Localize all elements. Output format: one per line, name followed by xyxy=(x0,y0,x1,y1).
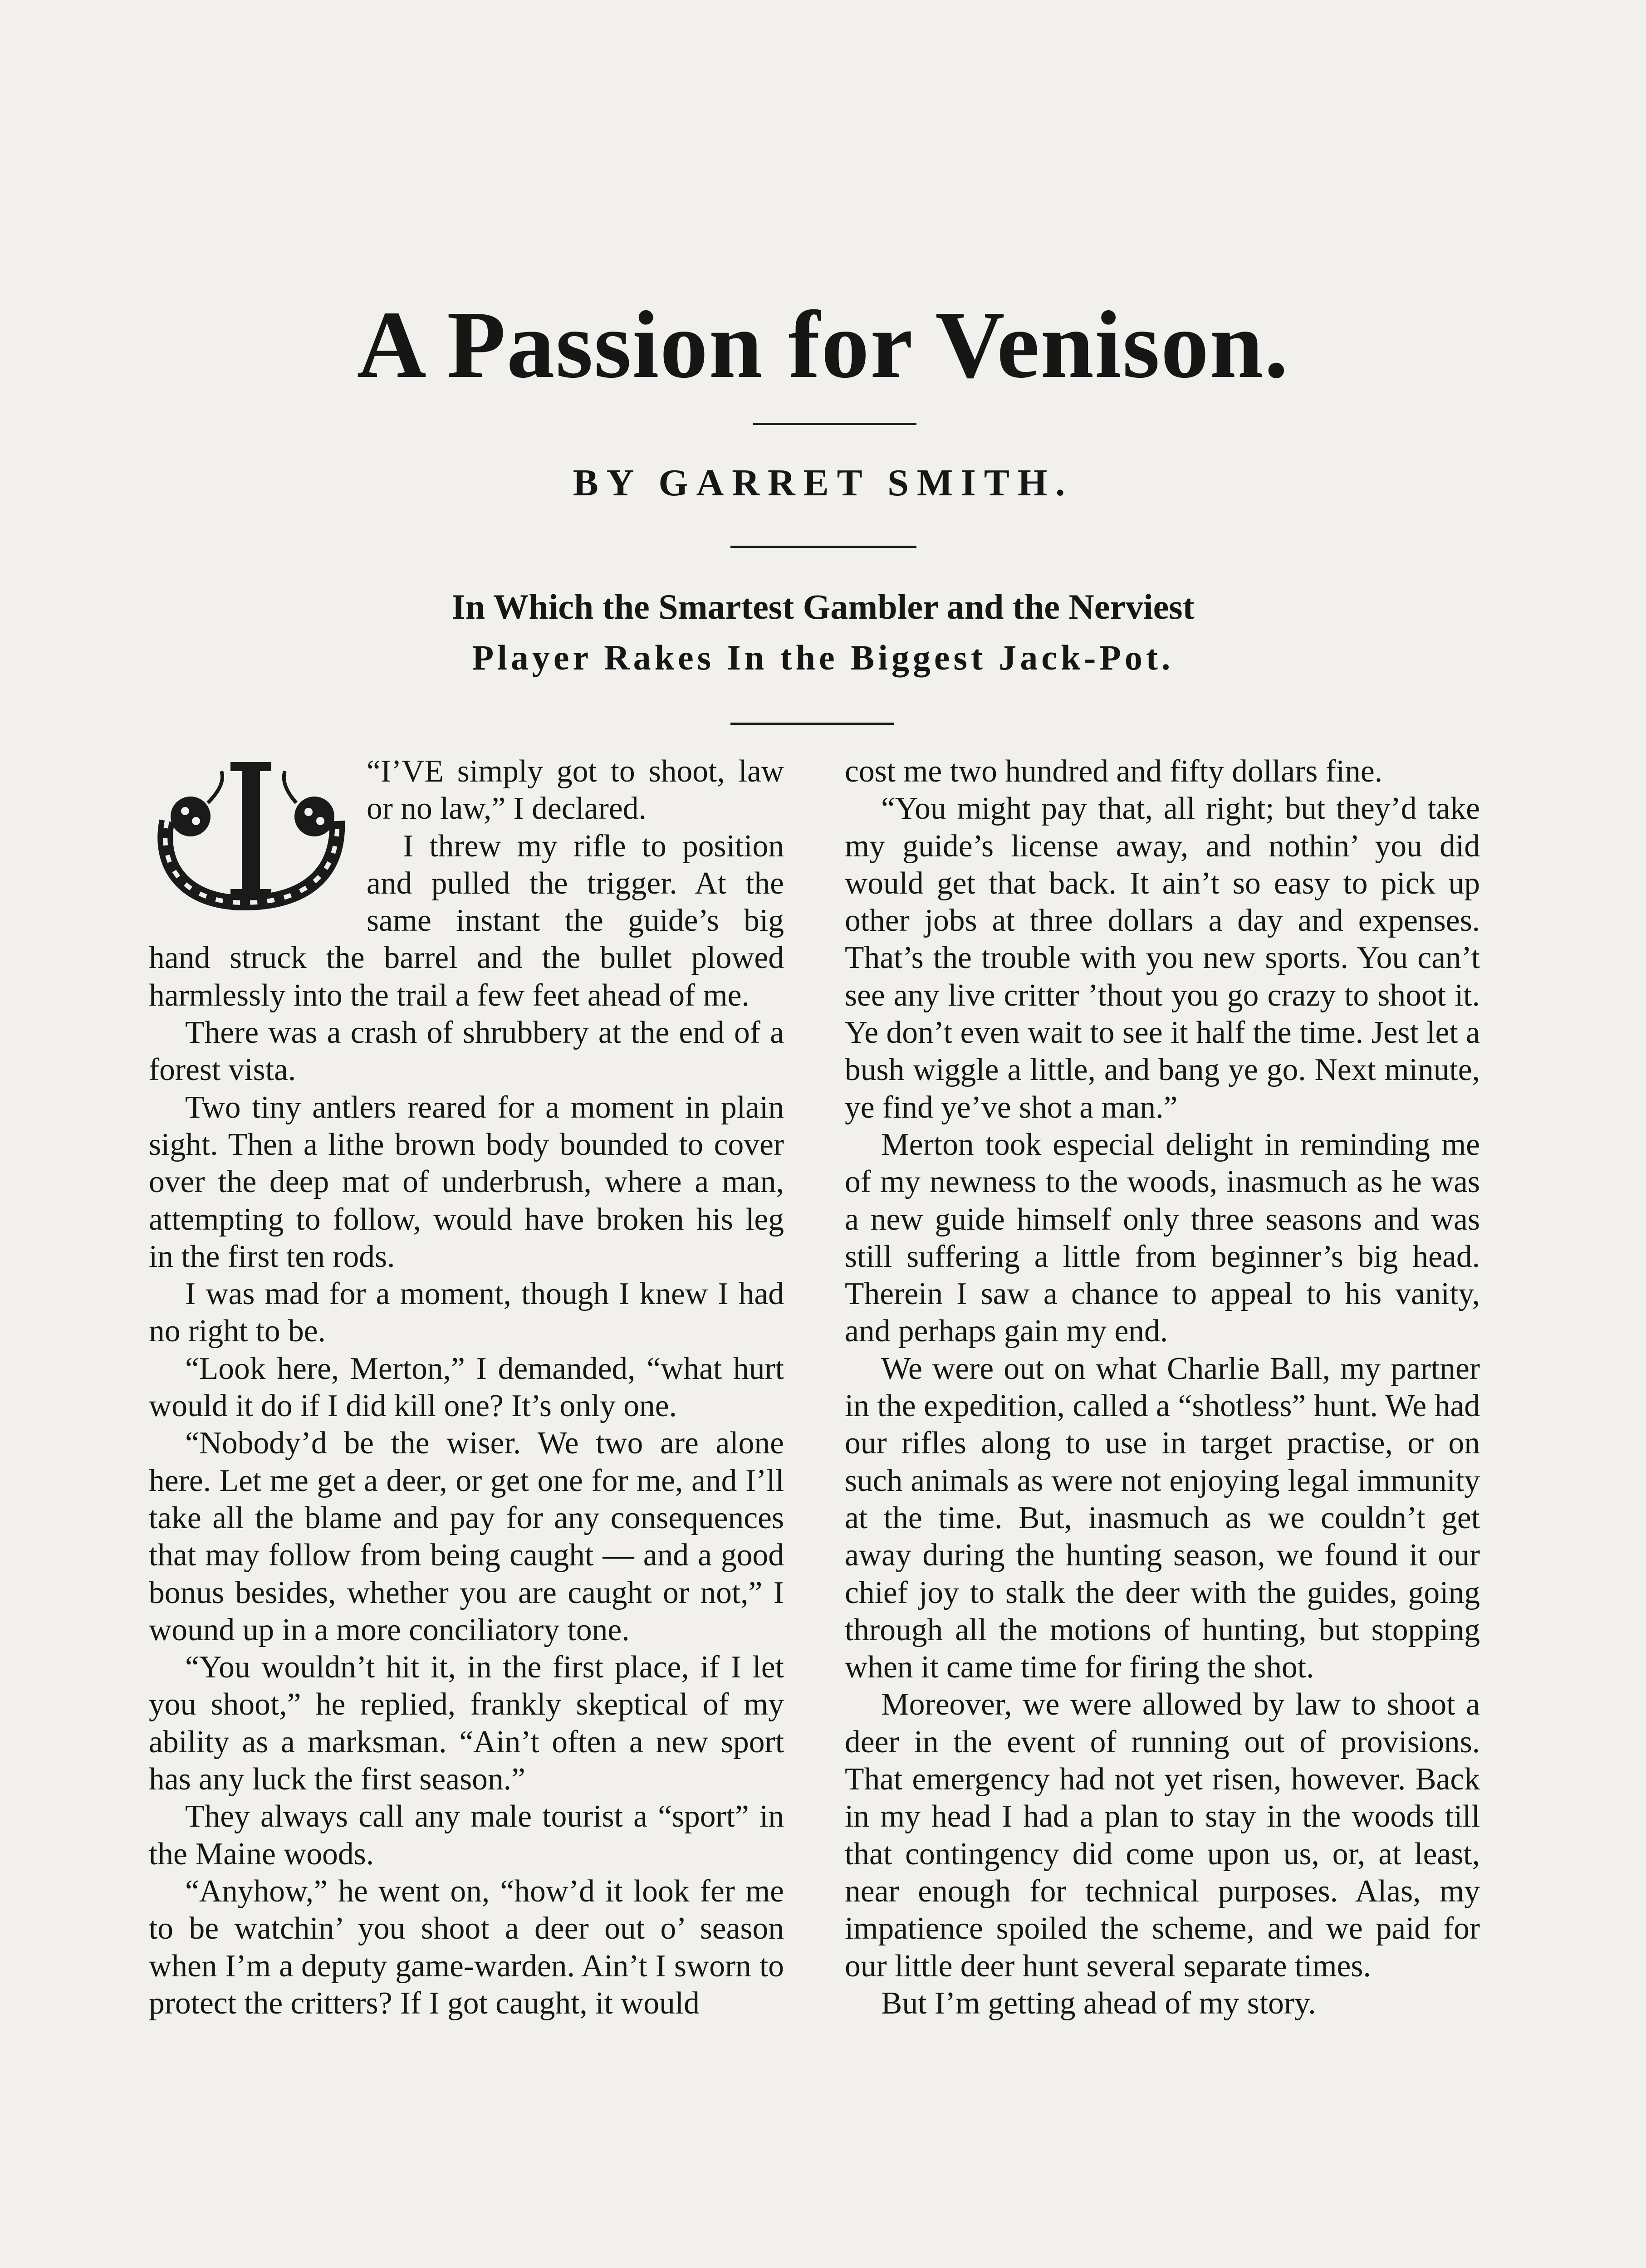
article-title: A Passion for Venison. xyxy=(357,291,1289,398)
paragraph: They always call any male tourist a “sport” in the Maine woods. xyxy=(149,1799,784,1872)
paragraph: There was a crash of shrubbery at the end of a forest vista. xyxy=(149,1015,784,1088)
wreath-initial-icon xyxy=(149,753,353,916)
subtitle-line-1: In Which the Smartest Gambler and the Nerviest xyxy=(451,587,1195,626)
article-byline: BY GARRET SMITH. xyxy=(573,462,1073,504)
paragraph: “Anyhow,” he went on, “how’d it look fer me to be watchin’ you shoot a deer out o’ season when I’m a deputy game-warden. Ain’t I sworn to protect the critters? If I got caught, it would xyxy=(149,1873,784,2021)
title-divider xyxy=(753,423,916,425)
paragraph: “Look here, Merton,” I demanded, “what hurt would it do if I did kill one? It’s only one. xyxy=(149,1351,784,1424)
paragraph: Moreover, we were allowed by law to shoot a deer in the event of running out of provisions. That emergency had not yet risen, however. Back in my head I had a plan to stay in the woods till that contingency did come upon us, or, at least, near enough for technical purposes. Alas, my impatience spoiled the scheme, and we paid for our little deer hunt several separate times. xyxy=(845,1687,1480,1984)
paragraph-continued: cost me two hundred and fifty dollars fine. xyxy=(845,754,1383,789)
paragraph: Merton took especial delight in reminding me of my newness to the woods, inasmuch as he was a new guide himself only three seasons and was still suffering a little from beginner’s big head. Therein I saw a chance to appeal to his vanity, and perhaps gain my end. xyxy=(845,1127,1480,1349)
paragraph: We were out on what Charlie Ball, my partner in the expedition, called a “shotless” hunt. We had our rifles along to use in target practise, or on such animals as were not enjoying legal immunity at the time. But, inasmuch as we couldn’t get away during the hunting season, we found it our chief joy to stalk the deer with the guides, going through all the motions of hunting, but stopping when it came time for firing the shot. xyxy=(845,1351,1480,1685)
paragraph: I was mad for a moment, though I knew I had no right to be. xyxy=(149,1276,784,1349)
ornamental-initial xyxy=(149,753,353,916)
paragraph: “You wouldn’t hit it, in the first place, if I let you shoot,” he replied, frankly skeptical of my ability as a marksman. “Ain’t often a new sport has any luck the first season.” xyxy=(149,1650,784,1797)
paragraph: Two tiny antlers reared for a moment in plain sight. Then a lithe brown body bounded to cover over the deep mat of underbrush, where a man, attempting to follow, would have broken his leg in the first ten rods. xyxy=(149,1090,784,1274)
subtitle-divider xyxy=(730,723,894,725)
paragraph: “You might pay that, all right; but they’d take my guide’s license away, and nothin’ you did would get that back. It ain’t so easy to pick up other jobs at three dollars a day and expenses. That’s the trouble with you new sports. You can’t see any live critter ’thout you go crazy to shoot it. Ye don’t even wait to see it half the time. Jest let a bush wiggle a little, and bang ye go. Next minute, ye find ye’ve shot a man.” xyxy=(845,791,1480,1125)
paragraph: But I’m getting ahead of my story. xyxy=(881,1985,1316,2021)
paragraph: I threw my rifle to position and pulled the trigger. At the same instant the guide’s big hand struck the barrel and the bullet plowed harmlessly into the trail a few feet ahead of me. xyxy=(149,828,784,1013)
text-column-right xyxy=(845,753,1480,2022)
paragraph: “I’VE simply got to shoot, law or no law,” I declared. xyxy=(367,754,784,826)
subtitle-line-2: Player Rakes In the Biggest Jack-Pot. xyxy=(472,638,1174,677)
byline-divider xyxy=(730,546,916,548)
text-column-left xyxy=(149,753,784,2022)
article-subtitle xyxy=(0,582,1646,683)
paragraph: “Nobody’d be the wiser. We two are alone here. Let me get a deer, or get one for me, and I’ll take all the blame and pay for any consequences that may follow from being caught — and a good bonus besides, whether you are caught or not,” I wound up in a more conciliatory tone. xyxy=(149,1426,784,1647)
